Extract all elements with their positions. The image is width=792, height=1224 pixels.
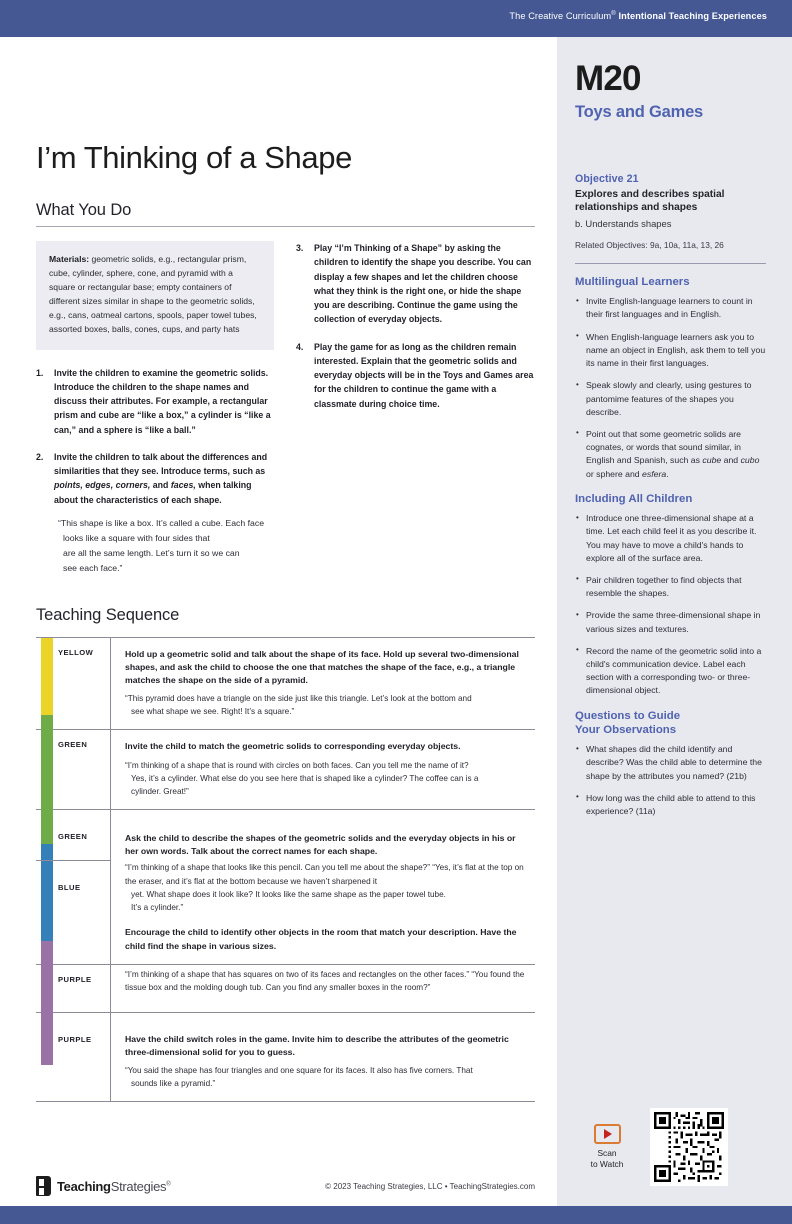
table-row — [36, 638, 535, 731]
quote-line: see what shape we see. Right! It’s a square.” — [131, 707, 295, 717]
level-label: PURPLE — [58, 1034, 92, 1044]
quote-line: Yes, it’s a cylinder. What else do you see here that is shaped like a cylinder? The coffee can is a — [131, 773, 479, 783]
level-label: YELLOW — [58, 647, 94, 657]
section-divider — [36, 226, 535, 227]
row-instruction: Have the child switch roles in the game. Invite him to describe the attributes of the geometric three-dimensional solid for you to guess. — [125, 1033, 509, 1057]
row-sample-dialogue — [125, 861, 529, 914]
quote-line: cylinder. Great!” — [131, 787, 189, 797]
quote-line: “You said the shape has four triangles and one square for its faces. It also has five corners. That — [125, 1065, 473, 1075]
row-instruction: Ask the child to describe the shapes of the geometric solids and the everyday objects in his or her own words. Talk about the correct names for each shape. — [125, 833, 516, 857]
row-spacer — [125, 914, 529, 926]
cognate-cubo-es: cubo — [740, 455, 760, 466]
play-video-icon — [594, 1124, 621, 1144]
row-content-cell — [111, 638, 535, 730]
step-1: Invite the children to examine the geometric solids. Introduce the children to the shape names and discuss their attributes. For example, a rectangular prism and cube are “like a box,” a cylinder is “like a can,” and a sphere is “like a ball.” — [54, 367, 271, 435]
list-item: • When English-language learners ask you to name an object in English, ask them to tell you its name in their first languages. — [575, 331, 766, 371]
list-item: • Record the name of the geometric solid into a child's communication device. Label each section with a corresponding two- or three-dimensional object. — [575, 645, 766, 698]
module-area-label: Toys and Games — [575, 103, 704, 121]
scan-caption-group — [576, 1124, 638, 1170]
step-2-sample-dialogue — [36, 516, 274, 576]
brand-tagline-suffix: Intentional Teaching Experiences — [615, 11, 767, 22]
level-label-cell — [36, 638, 111, 730]
level-label-cell — [36, 810, 111, 861]
copyright-text: © 2023 Teaching Strategies, LLC • TeachingStrategies.com — [325, 1181, 535, 1191]
quote-line: are all the same length. Let’s turn it so we can — [63, 547, 240, 558]
step2-terms-2: faces, — [170, 480, 196, 491]
info-sidebar — [557, 37, 792, 1206]
row-sample-dialogue — [125, 692, 529, 719]
cognates-text-mid2: or sphere and — [586, 468, 643, 479]
row-sample-dialogue — [125, 968, 529, 995]
table-row — [36, 861, 535, 964]
module-code: M20 — [575, 59, 641, 98]
scan-line-1: Scan — [597, 1147, 617, 1158]
level-label: BLUE — [58, 883, 81, 893]
including-all-children-title: Including All Children — [575, 492, 693, 505]
questions-to-guide-title — [575, 709, 766, 738]
row-sample-dialogue — [125, 1064, 529, 1091]
step2-mid: and — [150, 480, 171, 491]
teaching-strategies-logo — [36, 1176, 170, 1196]
multilingual-learners-section — [575, 275, 766, 481]
what-you-do-steps-right — [296, 241, 534, 411]
scan-caption — [576, 1148, 638, 1170]
step2-pre: Invite the children to talk about the differences and similarities that they see. Introduce terms, such as — [54, 451, 268, 477]
brand-tagline-prefix: The Creative Curriculum — [509, 11, 612, 22]
teaching-sequence-heading: Teaching Sequence — [36, 605, 180, 624]
scan-line-2: to Watch — [590, 1159, 624, 1169]
cognates-text-pre: Point out that some geometric solids are cognates, or words that sound similar, in English and Spanish, such as — [586, 428, 742, 466]
registered-mark-icon: ® — [611, 11, 616, 17]
list-item: • Speak slowly and clearly, using gestures to pantomime features of the shapes you describe. — [575, 379, 766, 419]
materials-box — [36, 241, 274, 350]
quote-line: “I’m thinking of a shape that looks like this pencil. Can you tell me about the shape?” — [125, 863, 430, 873]
list-item: • Introduce one three-dimensional shape at a time. Let each child feel it as you describe it. You may have to move a child's hands to explore all of the surface area. — [575, 512, 766, 565]
table-row — [36, 730, 535, 810]
level-label-cell — [36, 965, 111, 1012]
materials-text: geometric solids, e.g., rectangular prism, cube, cylinder, sphere, cone, and pyramid with a square or rectangular base; empty containers of different sizes similar in shape to the geometric solids, e.g., cans, oatmeal cartons, spools, paper towel tubes, assorted boxes, balls, cones, cups, and party hats — [49, 254, 257, 334]
list-item: • Invite English-language learners to count in their first languages and in English. — [575, 295, 766, 321]
including-all-children-list — [575, 512, 766, 698]
quote-line: sounds like a pyramid.” — [131, 1078, 216, 1088]
list-item: • Pair children together to find objects that resemble the shapes. — [575, 574, 766, 600]
sidebar-divider — [575, 263, 766, 264]
quote-line: “Yes, it’s flat at the top on the eraser, and it’s flat at the bottom because we haven’t sharpened it — [125, 863, 524, 886]
row-sample-dialogue — [125, 759, 529, 799]
table-row — [36, 1013, 535, 1103]
quote-line: see each face.” — [63, 562, 123, 573]
level-label: PURPLE — [58, 974, 92, 984]
brand-top-bar — [0, 0, 792, 37]
objective-number: Objective 21 — [575, 173, 639, 185]
quote-line: “This pyramid does have a triangle on the side just like this triangle. Let’s look at the bottom and — [125, 693, 472, 703]
level-label: GREEN — [58, 832, 88, 842]
list-item: • What shapes did the child identify and describe? Was the child able to determine the shape by the attributes you named? (21b) — [575, 743, 766, 783]
level-label-cell — [36, 861, 111, 963]
what-you-do-heading: What You Do — [36, 201, 132, 220]
registered-mark-icon: ® — [166, 1181, 171, 1188]
scan-to-watch-block[interactable] — [576, 1108, 776, 1186]
level-label: GREEN — [58, 740, 88, 750]
objective-subpoint: b. Understands shapes — [575, 217, 672, 229]
row-instruction: Encourage the child to identify other objects in the room that match your description. Have the child find the shape in various sizes. — [125, 927, 517, 951]
row-content-cell — [111, 810, 535, 861]
level-label-cell — [36, 730, 111, 809]
related-objectives: Related Objectives: 9a, 10a, 11a, 13, 26 — [575, 239, 724, 250]
questions-to-guide-list — [575, 743, 766, 818]
step-2 — [36, 450, 274, 507]
row-content-cell — [111, 730, 535, 809]
including-all-children-section — [575, 492, 766, 698]
multilingual-learners-list — [575, 295, 766, 481]
body-column-right — [296, 241, 534, 576]
list-item: • Provide the same three-dimensional shape in various sizes and textures. — [575, 609, 766, 635]
qr-code[interactable] — [650, 1108, 728, 1186]
open-door-icon — [36, 1176, 51, 1196]
quote-line: It’s a cylinder.” — [131, 903, 184, 913]
two-column-body — [36, 241, 535, 576]
logo-wordmark — [57, 1179, 170, 1194]
row-instruction: Invite the child to match the geometric solids to corresponding everyday objects. — [125, 741, 461, 752]
objective-block — [575, 173, 766, 251]
logo-light-part: Strategies — [110, 1178, 167, 1194]
questions-to-guide-section — [575, 709, 766, 819]
cognates-text-end: . — [666, 468, 669, 479]
quote-line: “I’m thinking of a shape that is round with circles on both faces. Can you tell me the name of it? — [125, 760, 469, 770]
questions-title-line2: Your Observations — [575, 723, 677, 736]
level-label-cell — [36, 1013, 111, 1102]
cognates-text-mid1: and — [721, 455, 741, 466]
brand-bottom-bar — [0, 1206, 792, 1224]
list-item: • How long was the child able to attend to this experience? (11a) — [575, 792, 766, 818]
questions-title-line1: Questions to Guide — [575, 709, 681, 722]
materials-label: Materials: — [49, 254, 90, 265]
step2-terms-1: points, edges, corners, — [54, 480, 151, 491]
row-instruction: Hold up a geometric solid and talk about the shape of its face. Hold up several two-dimensional shapes, and ask the child to choose the one that matches the shape of the face, e.g., a triangle matches the shape on the side of a pyramid. — [125, 648, 519, 685]
quote-line: yet. What shape does it look like? It looks like the same shape as the paper towel tube. — [131, 889, 446, 899]
page-footer — [36, 1176, 541, 1196]
quote-line: “You found the tissue box and the molding dough tub. Can you find any smaller boxes in the room?” — [125, 969, 525, 992]
body-column-left — [36, 241, 274, 576]
qr-code-image — [654, 1112, 724, 1182]
teaching-sequence-table — [36, 637, 535, 1102]
row-spacer — [125, 820, 529, 832]
step-4: Play the game for as long as the children remain interested. Explain that the geometric solids and everyday objects will be in the Toys and Games area for the children to continue the game with a classmate during choice time. — [314, 341, 534, 409]
quote-line: “This shape is like a box. It’s called a cube. Each face — [58, 517, 265, 528]
cognate-esfera-es: esfera — [642, 468, 667, 479]
row-content-cell — [111, 965, 535, 1012]
quote-line: looks like a square with four sides that — [63, 532, 210, 543]
objective-title: Explores and describes spatial relationships and shapes — [575, 189, 725, 214]
what-you-do-steps-left — [36, 366, 274, 507]
list-item — [575, 428, 766, 481]
table-row — [36, 810, 535, 861]
main-content — [0, 37, 557, 1206]
page-title: I’m Thinking of a Shape — [36, 140, 352, 175]
row-content-cell — [111, 1013, 535, 1102]
table-row — [36, 965, 535, 1013]
cognate-cube-en: cube — [702, 455, 722, 466]
logo-bold-part: Teaching — [57, 1178, 111, 1194]
multilingual-learners-title: Multilingual Learners — [575, 275, 690, 288]
row-content-cell — [111, 861, 535, 963]
step-3: Play “I’m Thinking of a Shape” by asking the children to identify the shape you describe. You can display a few shapes and let the children choose what they think is the right one, or hide the shape you are describing. Continue the game using the collection of everyday objects. — [314, 243, 532, 325]
quote-line: “I’m thinking of a shape that has squares on two of its faces and rectangles on the other faces.” — [125, 969, 470, 979]
brand-tagline — [509, 11, 767, 21]
play-triangle-icon — [604, 1129, 612, 1139]
step2-post: when talking about the characteristics of each shape. — [54, 480, 252, 505]
